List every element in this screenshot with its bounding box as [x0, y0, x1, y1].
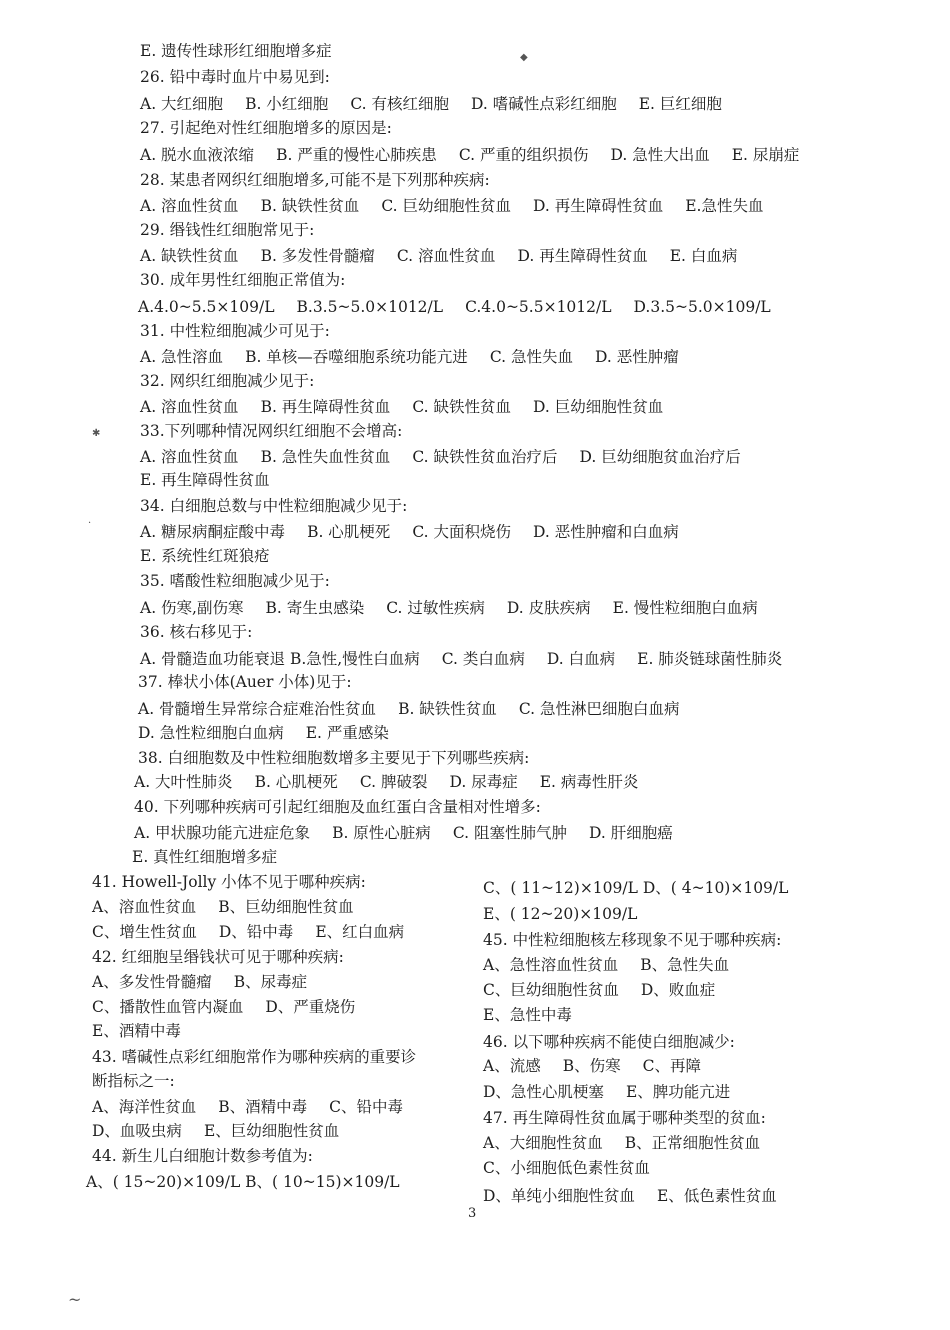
question-line [92, 897, 354, 917]
option-text: D. 嗜碱性点彩红细胞 [470, 95, 617, 113]
option-text: A. 缺铁性贫血 [140, 247, 239, 265]
option-text: D. 急性大出血 [610, 146, 710, 164]
question-line [92, 972, 307, 992]
option-text: B、尿毒症 [233, 973, 308, 991]
option-text: E、红白血病 [315, 923, 405, 941]
option-text: B、急性失血 [640, 956, 730, 974]
option-text: C、增生性贫血 [92, 923, 197, 941]
line-text: 33.下列哪种情况网织红细胞不会增高: [140, 422, 403, 440]
option-text: D. 皮肤疾病 [506, 599, 591, 617]
option-text: C. 大面积烧伤 [412, 523, 511, 541]
line-text: 38. 白细胞数及中性粒细胞数增多主要见于下列哪些疾病: [138, 749, 530, 767]
question-line [483, 955, 729, 975]
option-text: D. 恶性肿瘤 [594, 348, 679, 366]
question-line [140, 196, 763, 216]
option-text: B. 心肌梗死 [307, 523, 391, 541]
option-text: C. 急性淋巴细胞白血病 [518, 700, 680, 718]
question-line [92, 1146, 313, 1166]
option-text: A. 溶血性贫血 [140, 197, 239, 215]
line-text: 45. 中性粒细胞核左移现象不见于哪种疾病: [483, 931, 782, 949]
question-line [483, 1158, 650, 1178]
question-line [140, 270, 345, 290]
line-text: 32. 网织红细胞减少见于: [140, 372, 315, 390]
question-line [140, 321, 330, 341]
line-text: 36. 核右移见于: [140, 623, 253, 641]
option-text: D、单纯小细胞性贫血 [483, 1187, 635, 1205]
line-text: 31. 中性粒细胞减少可见于: [140, 322, 330, 340]
option-text: A. 大叶性肺炎 [134, 773, 233, 791]
scan-speck: · [88, 518, 92, 529]
question-line [140, 571, 330, 591]
option-text: B. 严重的慢性心肺疾患 [276, 146, 437, 164]
question-line [92, 1071, 175, 1091]
option-text: C. 过敏性疾病 [386, 599, 485, 617]
option-text: A. 急性溶血 [140, 348, 224, 366]
option-text: A.4.0~5.5×109/L [138, 298, 275, 316]
question-line [483, 980, 715, 1000]
question-line [140, 522, 679, 542]
option-text: C、播散性血管内凝血 [92, 998, 244, 1016]
question-line [140, 649, 782, 669]
option-text: B. 原性心脏病 [332, 824, 431, 842]
option-text: B、巨幼细胞性贫血 [218, 898, 354, 916]
scan-speck: ~ [68, 1290, 82, 1309]
option-text: B. 小红细胞 [245, 95, 329, 113]
question-line [92, 872, 366, 892]
option-text: D. 再生障碍性贫血 [532, 197, 664, 215]
line-text: E. 遗传性球形红细胞增多症 [140, 42, 332, 60]
question-line [92, 1021, 181, 1041]
line-text: E. 系统性红斑狼疮 [140, 547, 270, 565]
line-text: 40. 下列哪种疾病可引起红细胞及血红蛋白含量相对性增多: [134, 798, 541, 816]
question-line [92, 997, 355, 1017]
option-text: D、败血症 [640, 981, 716, 999]
line-text: C、( 11~12)×109/L D、( 4~10)×109/L [483, 879, 789, 897]
question-line [140, 496, 407, 516]
option-text: A、多发性骨髓瘤 [92, 973, 212, 991]
option-text: A、急性溶血性贫血 [483, 956, 619, 974]
option-text: B. 单核—吞噬细胞系统功能亢进 [245, 348, 468, 366]
option-text: D. 尿毒症 [449, 773, 518, 791]
question-line [483, 1108, 766, 1128]
scan-speck: ◆ [520, 52, 528, 63]
line-text: E、酒精中毒 [92, 1022, 181, 1040]
option-text: B、酒精中毒 [218, 1098, 308, 1116]
question-line [132, 847, 277, 867]
option-text: B. 缺铁性贫血 [260, 197, 360, 215]
option-text: C. 脾破裂 [359, 773, 428, 791]
option-text: A、海洋性贫血 [92, 1098, 197, 1116]
line-text: 28. 某患者网织红细胞增多,可能不是下列那种疾病: [140, 171, 490, 189]
line-text: 27. 引起绝对性红细胞增多的原因是: [140, 119, 392, 137]
option-text: C. 严重的组织损伤 [458, 146, 589, 164]
option-text: B、伤寒 [562, 1057, 621, 1075]
line-text: 29. 缗钱性红细胞常见于: [140, 221, 315, 239]
option-text: B. 急性失血性贫血 [260, 448, 391, 466]
question-line [140, 447, 741, 467]
option-text: E. 慢性粒细胞白血病 [612, 599, 758, 617]
option-text: D、严重烧伤 [265, 998, 356, 1016]
option-text: A. 伤寒,副伤寒 [140, 599, 244, 617]
line-text: A、( 15~20)×109/L B、( 10~15)×109/L [86, 1173, 400, 1191]
option-text: E. 尿崩症 [731, 146, 800, 164]
option-text: E. 病毒性肝炎 [539, 773, 639, 791]
line-text: 44. 新生儿白细胞计数参考值为: [92, 1147, 313, 1165]
option-text: B. 多发性骨髓瘤 [260, 247, 375, 265]
question-line [134, 823, 673, 843]
option-text: A. 糖尿病酮症酸中毒 [140, 523, 286, 541]
question-line [140, 220, 314, 240]
option-text: C. 巨幼细胞性贫血 [381, 197, 511, 215]
question-line [92, 1121, 339, 1141]
option-text: E. 严重感染 [305, 724, 389, 742]
option-text: D、血吸虫病 [92, 1122, 182, 1140]
question-line [140, 41, 332, 61]
option-text: C. 溶血性贫血 [396, 247, 496, 265]
line-text: 43. 嗜碱性点彩红细胞常作为哪种疾病的重要诊 [92, 1048, 417, 1066]
line-text: 47. 再生障碍性贫血属于哪种类型的贫血: [483, 1109, 766, 1127]
question-line [138, 748, 529, 768]
option-text: E.急性失血 [685, 197, 764, 215]
question-line [140, 622, 252, 642]
option-text: D.3.5~5.0×109/L [633, 298, 771, 316]
option-text: A、溶血性贫血 [92, 898, 197, 916]
question-line [140, 94, 722, 114]
question-line [92, 947, 344, 967]
question-line [134, 797, 541, 817]
option-text: B.3.5~5.0×1012/L [296, 298, 444, 316]
option-text: C、再障 [642, 1057, 701, 1075]
line-text: E. 真性红细胞增多症 [132, 848, 278, 866]
option-text: B. 心肌梗死 [254, 773, 338, 791]
question-line [483, 1056, 701, 1076]
question-line [140, 145, 799, 165]
option-text: C. 缺铁性贫血治疗后 [412, 448, 558, 466]
line-text: 断指标之一: [92, 1072, 175, 1090]
scan-speck: ✱ [92, 428, 101, 439]
line-text: 42. 红细胞呈缗钱状可见于哪种疾病: [92, 948, 344, 966]
question-line [138, 699, 679, 719]
option-text: C. 有核红细胞 [350, 95, 449, 113]
question-line [483, 904, 637, 924]
question-line [483, 878, 788, 898]
line-text: 41. Howell-Jolly 小体不见于哪种疾病: [92, 873, 366, 891]
option-text: B. 再生障碍性贫血 [260, 398, 391, 416]
question-line [140, 421, 402, 441]
option-text: A、大细胞性贫血 [483, 1134, 603, 1152]
question-line [483, 1133, 760, 1153]
question-line [483, 1082, 730, 1102]
option-text: D. 肝细胞癌 [588, 824, 673, 842]
question-line [138, 723, 389, 743]
option-text: C. 急性失血 [489, 348, 573, 366]
question-line [140, 397, 663, 417]
option-text: A. 大红细胞 [140, 95, 224, 113]
option-text: D、铅中毒 [218, 923, 294, 941]
line-text: E、急性中毒 [483, 1006, 572, 1024]
option-text: E、脾功能亢进 [625, 1083, 731, 1101]
option-text: C. 类白血病 [441, 650, 525, 668]
question-line [86, 1172, 400, 1192]
question-line [140, 598, 758, 618]
option-text: D、急性心肌梗塞 [483, 1083, 604, 1101]
question-line [140, 347, 679, 367]
option-text: A. 甲状腺功能亢进症危象 [134, 824, 311, 842]
question-line [483, 930, 781, 950]
question-line [483, 1032, 735, 1052]
line-text: C、小细胞低色素性贫血 [483, 1159, 650, 1177]
line-text: E、( 12~20)×109/L [483, 905, 638, 923]
option-text: D. 再生障碍性贫血 [517, 247, 648, 265]
question-line [140, 371, 314, 391]
option-text: B. 缺铁性贫血 [398, 700, 497, 718]
option-text: C. 阻塞性肺气肿 [452, 824, 567, 842]
option-text: A. 溶血性贫血 [140, 398, 239, 416]
question-line [140, 67, 330, 87]
question-line [92, 1097, 403, 1117]
line-text: 37. 棒状小体(Auer 小体)见于: [138, 673, 352, 691]
option-text: E. 白血病 [669, 247, 738, 265]
line-text: 35. 嗜酸性粒细胞减少见于: [140, 572, 330, 590]
question-line [483, 1005, 572, 1025]
option-text: E. 肺炎链球菌性肺炎 [637, 650, 783, 668]
option-text: D. 巨幼细胞贫血治疗后 [579, 448, 741, 466]
option-text: A. 脱水血液浓缩 [140, 146, 255, 164]
line-text: 30. 成年男性红细胞正常值为: [140, 271, 346, 289]
question-line [483, 1186, 777, 1206]
question-line [140, 546, 270, 566]
question-line [140, 118, 392, 138]
option-text: A、流感 [483, 1057, 541, 1075]
line-text: 46. 以下哪种疾病不能使白细胞减少: [483, 1033, 735, 1051]
option-text: C.4.0~5.5×1012/L [465, 298, 612, 316]
option-text: A. 骨髓造血功能衰退 B.急性,慢性白血病 [140, 650, 420, 668]
question-line [138, 672, 352, 692]
option-text: A. 骨髓增生异常综合症难治性贫血 [138, 700, 377, 718]
option-text: D. 白血病 [546, 650, 616, 668]
question-line [92, 1047, 416, 1067]
option-text: D. 恶性肿瘤和白血病 [532, 523, 679, 541]
question-line [140, 170, 490, 190]
line-text: E. 再生障碍性贫血 [140, 471, 270, 489]
question-line [92, 922, 404, 942]
option-text: E. 巨红细胞 [638, 95, 722, 113]
option-text: D. 急性粒细胞白血病 [138, 724, 284, 742]
option-text: C. 缺铁性贫血 [412, 398, 511, 416]
question-line [140, 470, 270, 490]
option-text: B. 寄生虫感染 [265, 599, 365, 617]
option-text: E、巨幼细胞性贫血 [203, 1122, 340, 1140]
line-text: 34. 白细胞总数与中性粒细胞减少见于: [140, 497, 408, 515]
question-line [134, 772, 638, 792]
page-number: 3 [468, 1206, 477, 1221]
option-text: C、铅中毒 [329, 1098, 403, 1116]
option-text: B、正常细胞性贫血 [624, 1134, 761, 1152]
line-text: 26. 铅中毒时血片中易见到: [140, 68, 330, 86]
option-text: D. 巨幼细胞性贫血 [532, 398, 664, 416]
question-line [138, 297, 771, 317]
option-text: A. 溶血性贫血 [140, 448, 239, 466]
option-text: E、低色素性贫血 [656, 1187, 777, 1205]
option-text: C、巨幼细胞性贫血 [483, 981, 619, 999]
question-line [140, 246, 737, 266]
